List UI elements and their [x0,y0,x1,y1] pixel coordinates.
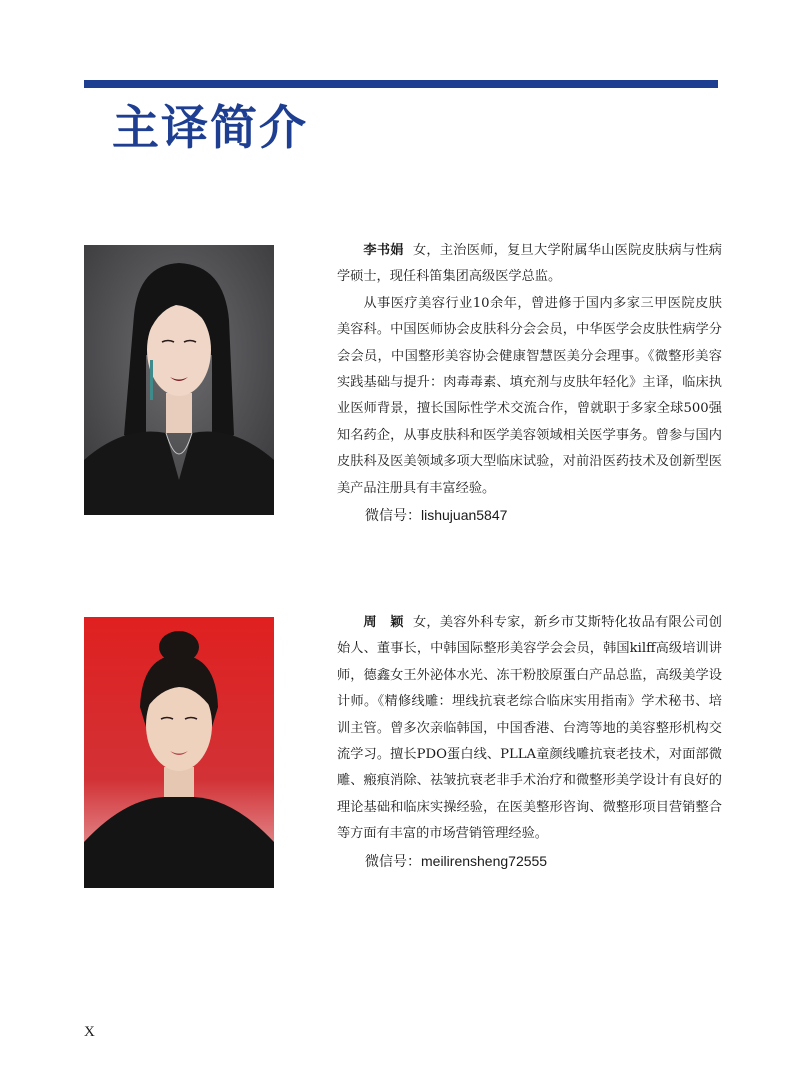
wechat-label: 微信号： [365,853,421,870]
translator-2-wechat [337,848,722,875]
wechat-label: 微信号： [365,508,421,525]
translator-1-name: 李书娟 [363,243,404,258]
translator-1-bio [337,238,722,529]
translator-2-intro: 女，美容外科专家，新乡市艾斯特化妆品有限公司创始人、董事长，中韩国际整形美容学会会员，韩国kilff高级培训讲师，德鑫女王外泌体水光、冻干粉胶原蛋白产品总监，高级美学设计师。《精修线雕：埋线抗衰老综合临床实用指南》学术秘书、培训主管。曾多次亲临韩国，中国香港、台湾等地的美容整形机构交流学习。擅长PDO蛋白线、PLLA童颜线雕抗衰老技术，对面部微雕、瘢痕消除、祛皱抗衰老非手术治疗和微整形美学设计有良好的理论基础和临床实操经验，在医美整形咨询、微整形项目营销整合等方面有丰富的市场营销管理经验。 [337,615,722,842]
page-number: X [84,1024,95,1040]
page-title: 主译简介 [112,101,308,156]
wechat-id: lishujuan5847 [421,507,508,524]
translator-1-detail: 从事医疗美容行业10余年，曾进修于国内多家三甲医院皮肤美容科。中国医师协会皮肤科分会会员，中华医学会皮肤性病学分会会员，中国整形美容协会健康智慧医美分会理事。《微整形美容实践基础与提升：肉毒毒素、填充剂与皮肤年轻化》主译，临床执业医师背景，擅长国际性学术交流合作，曾就职于多家全球500强知名药企，从事皮肤科和医学美容领域相关医学事务。曾参与国内皮肤科及医美领域多项大型临床试验，对前沿医药技术及创新型医美产品注册具有丰富经验。 [337,295,722,496]
translator-2-bio [337,610,722,875]
translator-1-wechat [337,502,722,529]
translator-1-intro: 女，主治医师，复旦大学附属华山医院皮肤病与性病学硕士，现任科笛集团高级医学总监。 [337,243,722,285]
translator-2-photo [84,617,274,888]
translator-2-name: 周 颖 [363,615,404,630]
translator-1-photo [84,245,274,515]
wechat-id: meilirensheng72555 [421,852,548,869]
title-rule [84,80,718,88]
